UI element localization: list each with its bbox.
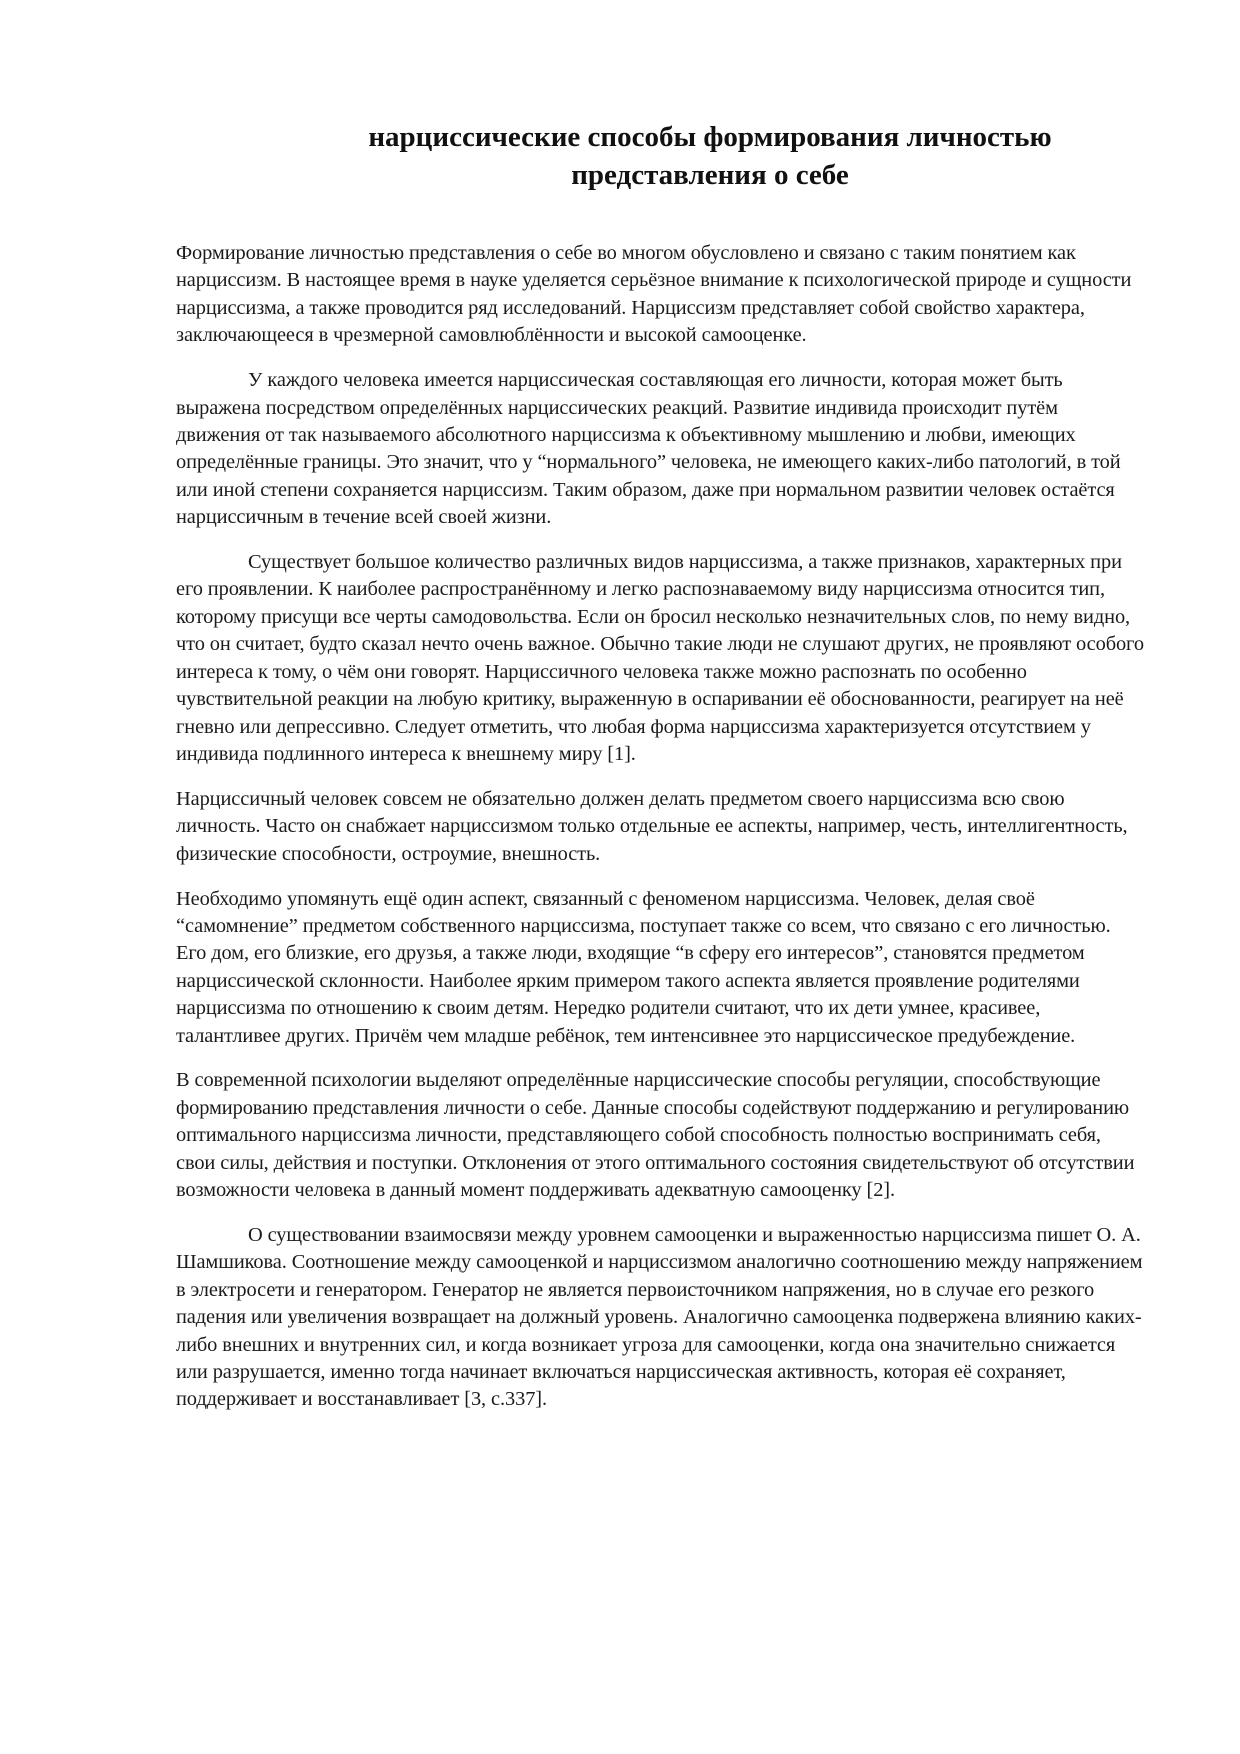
document-title — [300, 118, 1120, 194]
title-line-2: представления о себе — [571, 159, 849, 191]
paragraph-1: Формирование личностью представления о себе во многом обусловлено и связано с таким понятием как нарциссизм. В настоящее время в науке уделяется серьёзное внимание к психологической природе и сущности нарциссизма, а также проводится ряд исследований. Нарциссизм представляет собой свойство характера, заключающееся в чрезмерной самовлюблённости и высокой самооценке. — [176, 242, 1132, 347]
paragraph-7: О существовании взаимосвязи между уровнем самооценки и выраженностью нарциссизма пишет О. А. Шамшикова. Соотношение между самооценкой и нарциссизмом аналогично соотношению между напряжением в электросети и генератором. Генератор не является первоисточником напряжения, но в случае его резкого падения или увеличения возвращает на должный уровень. Аналогично самооценка подвержена влиянию каких-либо внешних и внутренних сил, и когда возникает угроза для самооценки, когда она значительно снижается или разрушается, именно тогда начинает включаться нарциссическая активность, которая её сохраняет, поддерживает и восстанавливает [3, с.337]. — [176, 1224, 1143, 1411]
paragraph-5: Необходимо упомянуть ещё один аспект, связанный с феноменом нарциссизма. Человек, делая своё “самомнение” предметом собственного нарциссизма, поступает также со всем, что связано с его личностью. Его дом, его близкие, его друзья, а также люди, входящие “в сферу его интересов”, становятся предметом нарциссической склонности. Наиболее ярким примером такого аспекта является проявление родителями нарциссизма по отношению к своим детям. Нередко родители считают, что их дети умнее, красивее, талантливее других. Причём чем младше ребёнок, тем интенсивнее это нарциссическое предубеждение. — [176, 887, 1111, 1047]
paragraph-6: В современной психологии выделяют определённые нарциссические способы регуляции, способствующие формированию представления личности о себе. Данные способы содействуют поддержанию и регулированию оптимального нарциссизма личности, представляющего собой способность полностью воспринимать себя, свои силы, действия и поступки. Отклонения от этого оптимального состояния свидетельствуют об отсутствии возможности человека в данный момент поддерживать адекватную самооценку [2]. — [176, 1069, 1135, 1202]
paragraph-4: Нарциссичный человек совсем не обязательно должен делать предметом своего нарциссизма всю свою личность. Часто он снабжает нарциссизмом только отдельные ее аспекты, например, честь, интеллигентность, физические способности, остроумие, внешность. — [176, 787, 1128, 865]
paragraph-2: У каждого человека имеется нарциссическая составляющая его личности, которая может быть выражена посредством определённых нарциссических реакций. Развитие индивида происходит путём движения от так называемого абсолютного нарциссизма к объективному мышлению и любви, имеющих определённые границы. Это значит, что у “нормального” человека, не имеющего каких-либо патологий, в той или иной степени сохраняется нарциссизм. Таким образом, даже при нормальном развитии человек остаётся нарциссичным в течение всей своей жизни. — [176, 369, 1121, 529]
title-line-1: нарциссические способы формирования личностью — [368, 121, 1052, 153]
document-body — [176, 240, 1144, 1431]
paragraph-3: Существует большое количество различных видов нарциссизма, а также признаков, характерных при его проявлении. К наиболее распространённому и легко распознаваемому виду нарциссизма относится тип, которому присущи все черты самодовольства. Если он бросил несколько незначительных слов, по нему видно, что он считает, будто сказал нечто очень важное. Обычно такие люди не слушают других, не проявляют особого интереса к тому, о чём они говорят. Нарциссичного человека также можно распознать по особенно чувствительной реакции на любую критику, выраженную в оспаривании её обоснованности, реагирует на неё гневно или депрессивно. Следует отметить, что любая форма нарциссизма характеризуется отсутствием у индивида подлинного интереса к внешнему миру [1]. — [176, 551, 1144, 765]
